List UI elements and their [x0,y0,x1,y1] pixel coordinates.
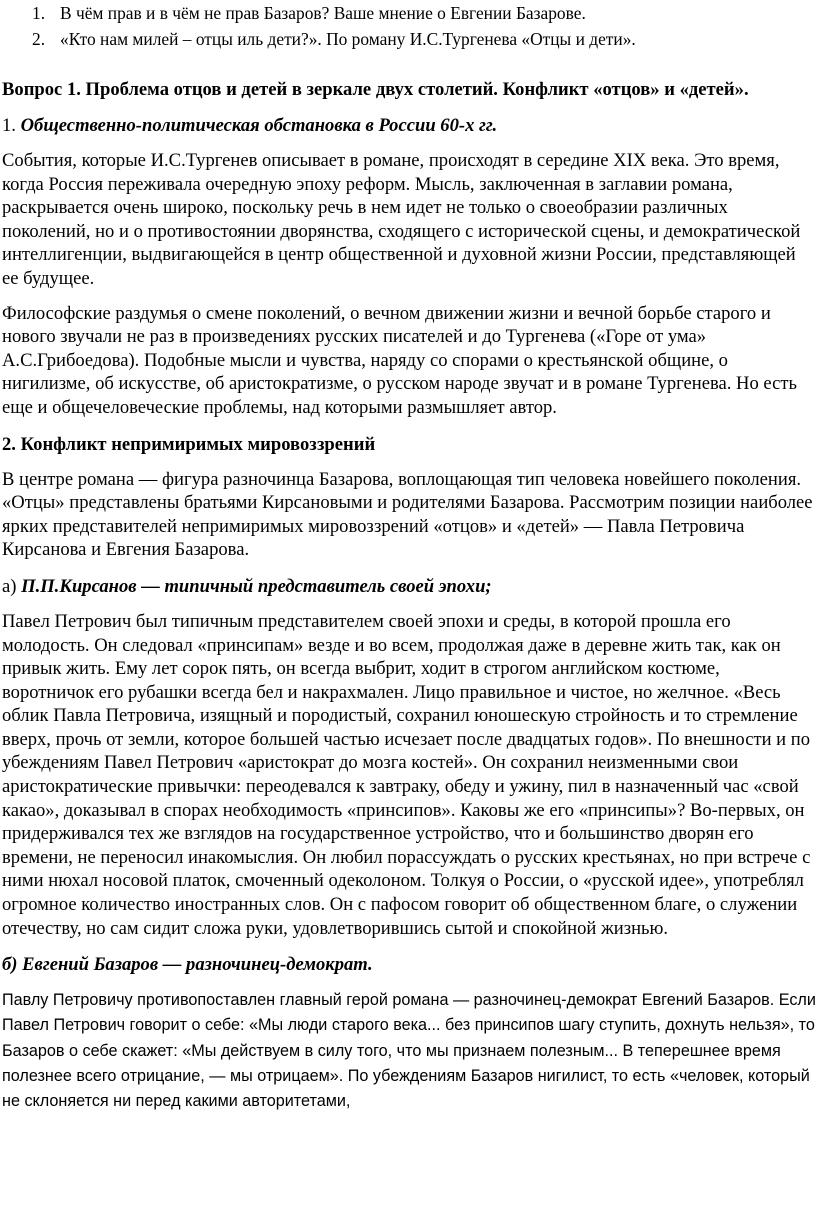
list-item [2,27,816,51]
paragraph: События, которые И.С.Тургенев описывает в романе, происходят в середине XIX века. Это время, когда Россия переживала очередную эпоху реформ. Мысль, заключенная в заглавии романа, раскрывается очень широко, поскольку речь в нем идет не только о своеобразии различных поколений, но и о противостоянии дворянства, сходящего с исторической сцены, и демократической интеллигенции, выдвигающейся в центр общественной и духовной жизни России, представляющей ее будущее. [2,150,801,289]
section-title: 2. Конфликт непримиримых мировоззрений [2,433,376,455]
subsection-heading [2,952,816,977]
section-title: Общественно-политическая обстановка в России 60-х гг. [20,115,498,136]
document-page [0,1,816,1231]
list-number: 1. [32,3,46,23]
paragraph: Павел Петрович был типичным представителем своей эпохи и среды, в которой прошла его молодость. Он следовал «принсипам» везде и во всем, продолжая даже в деревне жить так, как он привык жить. Ему лет сорок пять, он всегда выбрит, ходит в строгом английском костюме, воротничок его рубашки всегда бел и накрахмален. Лицо правильное и чистое, но желчное. «Весь облик Павла Петровича, изящный и породистый, сохранил юношескую стройность и то стремление вверх, прочь от земли, которое большей частью исчезает после двадцатых годов». По внешности и по убеждениям Павел Петрович «аристократ до мозга костей». Он сохранил неизменными свои аристократические привычки: переодевался к завтраку, обеду и ужину, пил в назначенный час «свой какао», доказывал в спорах необходимость «принсипов». Каковы же его «принсипы»? Во-первых, он придерживался тех же взглядов на государственное устройство, что и большинство дворян его времени, не переносил инакомыслия. Он любил порассуждать о русских крестьянах, но при встрече с ними нюхал носовой платок, смоченный одеколоном. Толкуя о России, о «русской идее», употреблял огромное количество иностранных слов. Он с пафосом говорит об общественном благе, о служении отечеству, но сам сидит сложа руки, удовлетворившись сытой и спокойной жизнью. [2,610,811,939]
subsection-title: П.П.Кирсанов — типичный представитель своей эпохи; [21,575,492,597]
question-heading: Вопрос 1. Проблема отцов и детей в зеркале двух столетий. Конфликт «отцов» и «детей». [2,79,749,100]
question-list [2,1,816,51]
list-item-text: «Кто нам милей – отцы иль дети?». По роману И.С.Тургенева «Отцы и дети». [60,29,636,49]
list-item-text: В чём прав и в чём не прав Базаров? Ваше мнение о Евгении Базарове. [60,3,586,23]
section-number: 1. [2,115,16,136]
paragraph: Павлу Петровичу противопоставлен главный герой романа — разночинец-демократ Евгений Базаров. Если Павел Петрович говорит о себе: «Мы люди старого века... без принсипов шагу ступить, дохнуть нельзя», то Базаров о себе скажет: «Мы действуем в силу того, что мы признаем полезным... В теперешнее время полезнее всего отрицание, — мы отрицаем». По убеждениям Базаров нигилист, то есть «человек, который не склоняется ни перед какими авторитетами, [2,991,816,1111]
subsection-heading [2,574,816,599]
paragraph: Философские раздумья о смене поколений, о вечном движении жизни и вечной борьбе старого и нового звучали не раз в произведениях русских писателей и до Тургенева («Горе от ума» А.С.Грибоедова). Подобные мысли и чувства, наряду со спорами о крестьянской общине, о нигилизме, об искусстве, об аристократизме, о русском народе звучат и в романе Тургенева. Но есть еще и общечеловеческие проблемы, над которыми размышляет автор. [2,302,797,418]
subsection-title: б) Евгений Базаров — разночинец-демократ. [2,954,373,976]
section-heading [2,432,816,457]
subsection-prefix: а) [2,575,17,597]
section-heading [2,113,816,138]
list-item [2,1,816,25]
list-number: 2. [32,29,46,49]
paragraph: В центре романа — фигура разночинца Базарова, воплощающая тип человека новейшего поколения. «Отцы» представлены братьями Кирсановыми и родителями Базарова. Рассмотрим позиции наиболее ярких представителей непримиримых мировоззрений «отцов» и «детей» — Павла Петровича Кирсанова и Евгения Базарова. [2,468,813,561]
